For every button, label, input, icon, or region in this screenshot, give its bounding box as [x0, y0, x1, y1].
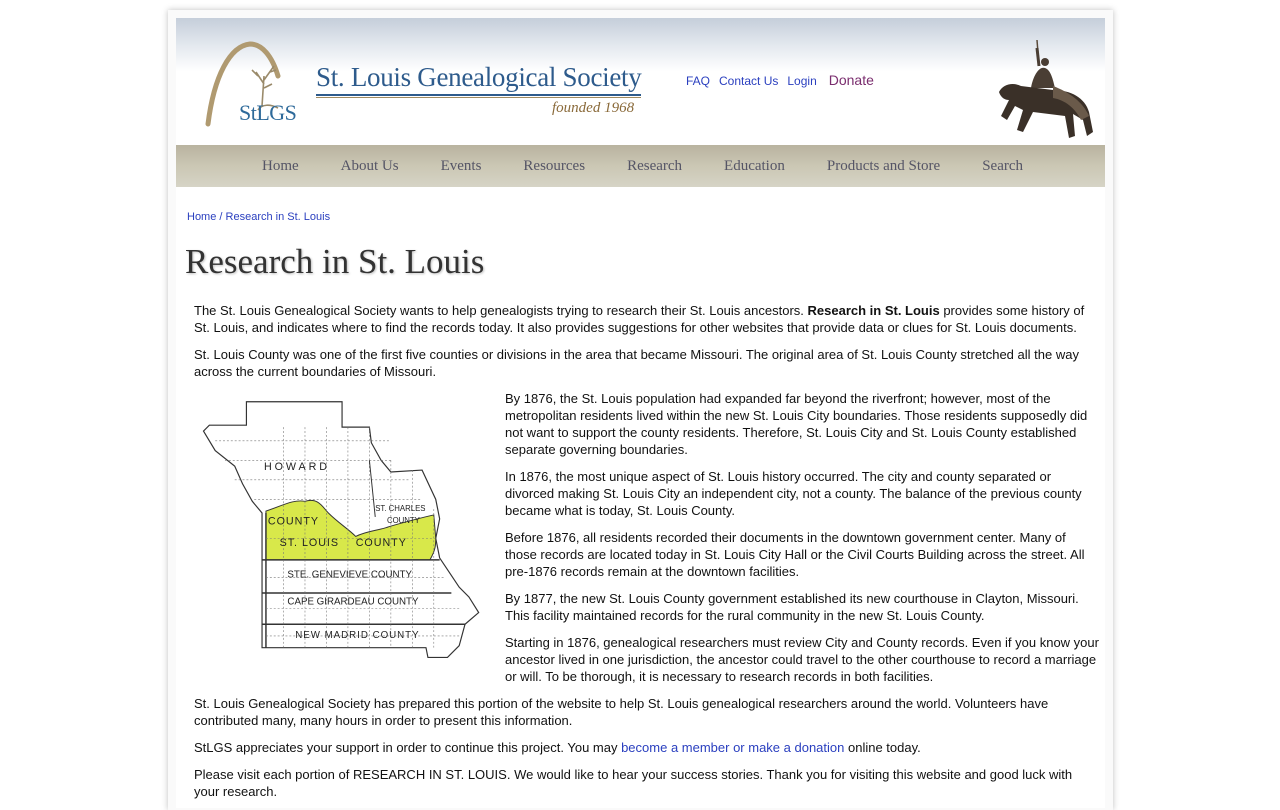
intro-bold-text: Research in St. Louis: [807, 303, 940, 318]
breadcrumb-separator: /: [216, 211, 226, 223]
page-inner: [176, 18, 1105, 808]
history-paragraph: By 1877, the new St. Louis County government established its new courthouse in Clayton, Missouri. This facility maintained records for the rural community in the new St. Louis County.: [505, 591, 1079, 623]
title-underline-accent: [316, 97, 641, 98]
page-title: Research in St. Louis: [185, 242, 485, 281]
history-paragraph: By 1876, the St. Louis population had expanded far beyond the riverfront; however, most of the metropolitan residents lived within the new St. Louis City boundaries. Those residents supposedly did not want to support the county residents. Therefore, St. Louis City and St. Louis County established separate governing boundaries.: [505, 391, 1088, 457]
main-content: [194, 302, 1099, 810]
site-title[interactable]: St. Louis Genealogical Society: [316, 62, 642, 92]
main-nav: [176, 145, 1105, 187]
nav-link-resources[interactable]: Resources: [523, 157, 586, 174]
nav-link-research[interactable]: Research: [627, 157, 683, 174]
breadcrumb-home-link[interactable]: Home: [187, 211, 217, 223]
page-frame: [168, 10, 1113, 810]
nav-link-events[interactable]: Events: [440, 157, 482, 174]
svg-text:STE. GENEVIEVE COUNTY: STE. GENEVIEVE COUNTY: [287, 569, 413, 581]
closing-paragraph: Please visit each portion of RESEARCH IN ST. LOUIS. We would like to hear your success stories. Thank you for visiting this website and good luck with your research.: [194, 767, 1073, 799]
nav-item-research[interactable]: [606, 158, 703, 175]
contact-us-link[interactable]: Contact Us: [719, 74, 779, 88]
volunteers-paragraph: St. Louis Genealogical Society has prepared this portion of the website to help St. Louis genealogical researchers around the world. Volunteers have contributed many, many hours in order to present this information.: [194, 696, 1049, 728]
nav-link-about-us[interactable]: About Us: [340, 157, 399, 174]
utility-links: [686, 72, 874, 88]
nav-item-search[interactable]: [961, 158, 1044, 175]
breadcrumb-current-link[interactable]: Research in St. Louis: [225, 211, 331, 223]
site-tagline: founded 1968: [552, 100, 635, 116]
nav-link-search[interactable]: Search: [982, 157, 1023, 174]
title-underline: [316, 94, 641, 96]
svg-text:CAPE GIRARDEAU COUNTY: CAPE GIRARDEAU COUNTY: [287, 596, 419, 608]
nav-item-products-and-store[interactable]: [806, 158, 961, 175]
intro-paragraph: [194, 302, 1099, 336]
nav-item-events[interactable]: [420, 158, 503, 175]
svg-text:NEW MADRID COUNTY: NEW MADRID COUNTY: [295, 629, 420, 641]
map-and-history: [194, 390, 1099, 695]
svg-text:COUNTY: COUNTY: [386, 515, 420, 525]
login-link[interactable]: Login: [787, 74, 817, 88]
support-paragraph: [194, 739, 1099, 756]
county-paragraph: St. Louis County was one of the first five counties or divisions in the area that became Missouri. The original area of St. Louis County stretched all the way across the current boundaries of Missouri.: [194, 347, 1079, 379]
nav-item-education[interactable]: [703, 158, 806, 175]
nav-link-home[interactable]: Home: [261, 157, 299, 174]
site-header: [176, 18, 1105, 145]
nav-item-about-us[interactable]: [320, 158, 420, 175]
svg-text:COUNTY: COUNTY: [267, 515, 320, 528]
saint-louis-statue-icon: [993, 36, 1103, 144]
donate-link[interactable]: Donate: [828, 72, 874, 88]
missouri-historic-county-map: [194, 392, 495, 675]
history-text: [505, 390, 1099, 695]
breadcrumb: [187, 211, 330, 223]
nav-link-education[interactable]: Education: [724, 157, 785, 174]
nav-item-home[interactable]: [241, 158, 320, 175]
support-text: StLGS appreciates your support in order to continue this project. You may: [194, 740, 622, 755]
svg-text:HOWARD: HOWARD: [263, 461, 330, 474]
history-paragraph: Starting in 1876, genealogical researchers must review City and County records. Even if you know your ancestor lived in one jurisdiction, the ancestor could travel to the other courthouse to record a marriage or will. To be thorough, it is necessary to research records in both facilities.: [505, 635, 1099, 684]
support-text-cont: online today.: [844, 740, 921, 755]
nav-link-products-and-store[interactable]: Products and Store: [826, 157, 941, 174]
svg-text:ST. CHARLES: ST. CHARLES: [375, 504, 426, 514]
intro-text-cont: provides some history of St. Louis, and indicates where to find the records today. It also provides suggestions for other websites that provide data or clues for St. Louis documents.: [194, 303, 1085, 335]
intro-text: The St. Louis Genealogical Society wants to help genealogists trying to research their St. Louis ancestors.: [194, 303, 808, 318]
become-member-donation-link[interactable]: become a member or make a donation: [621, 740, 845, 755]
history-paragraph: Before 1876, all residents recorded their documents in the downtown government center. Many of those records are located today in St. Louis City Hall or the Civil Courts Building across the street. All pre-1876 records remain at the downtown facilities.: [505, 530, 1085, 579]
history-paragraph: In 1876, the most unique aspect of St. Louis history occurred. The city and county separated or divorced making St. Louis City an independent city, not a county. The balance of the previous county became what is today, St. Louis County.: [505, 469, 1082, 518]
logo-text: StLGS: [239, 100, 297, 125]
faq-link[interactable]: FAQ: [686, 74, 711, 88]
nav-item-resources[interactable]: [502, 158, 606, 175]
svg-text:COUNTY: COUNTY: [355, 537, 407, 550]
svg-text:ST. LOUIS: ST. LOUIS: [279, 537, 340, 550]
